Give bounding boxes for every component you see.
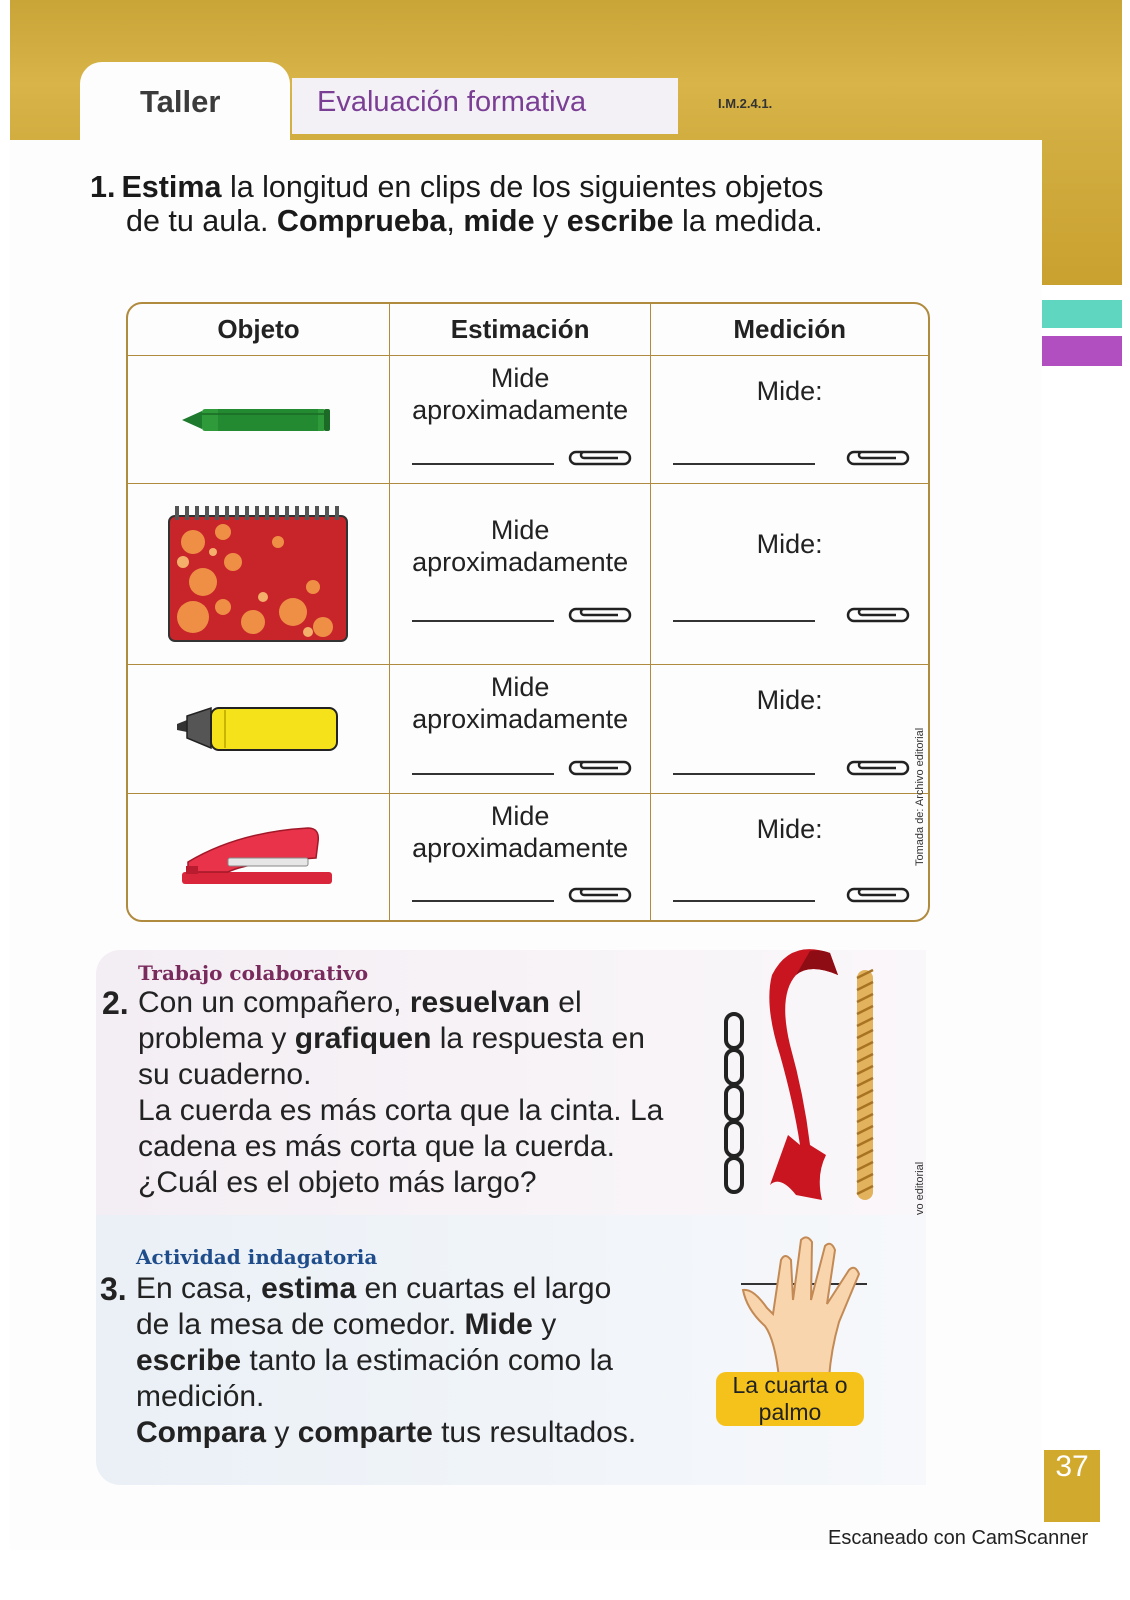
q1-line2-pre: de tu aula.: [126, 204, 277, 238]
q3-text: tus resultados.: [432, 1416, 637, 1449]
measurement-cell: [651, 484, 928, 665]
q3-text: y: [532, 1308, 557, 1341]
page-number: 37: [1044, 1450, 1100, 1522]
measurement-table: [126, 302, 930, 922]
hand-span-icon: [735, 1230, 875, 1380]
tab-evaluacion-label: Evaluación formativa: [317, 86, 587, 118]
notebook-icon: [128, 484, 389, 664]
cuarta-palmo-label: [716, 1372, 864, 1426]
q3-bold-estima: estima: [261, 1272, 357, 1305]
cuarta-caption-line2: palmo: [758, 1399, 822, 1425]
cuarta-caption-line1: La cuarta o: [732, 1372, 848, 1398]
medicion-mide: Mide:: [756, 529, 823, 560]
measurement-cell: [651, 356, 928, 484]
measurement-cell: [651, 794, 928, 920]
measurement-answer-line[interactable]: [673, 900, 815, 902]
tab-taller: [80, 62, 290, 152]
q2-text: la respuesta en: [431, 1022, 645, 1055]
paperclip-icon: [840, 882, 910, 908]
medicion-mide: Mide:: [756, 375, 823, 406]
object-cell: [128, 665, 390, 793]
estimacion-mide: Mide: [490, 800, 550, 831]
estimacion-mide: Mide: [490, 672, 550, 703]
q2-text: su cuaderno.: [138, 1058, 312, 1091]
paperclip-icon: [562, 755, 632, 781]
q1-line1: la longitud en clips de los siguientes objetos: [221, 170, 824, 204]
q2-bold-resuelvan: resuelvan: [409, 986, 550, 1019]
measurement-answer-line[interactable]: [673, 620, 815, 622]
paperclip-icon: [840, 445, 910, 471]
q1-sep: ,: [446, 204, 464, 238]
question-1-number: 1.: [90, 170, 116, 204]
q1-line2-post: la medida.: [673, 204, 823, 238]
medicion-mide: Mide:: [756, 813, 823, 844]
q1-bold-comprueba: Comprueba: [276, 204, 447, 238]
q1-bold-estima: Estima: [121, 170, 222, 204]
tab-taller-label: Taller: [140, 84, 221, 119]
object-cell: [128, 356, 390, 484]
image-credit: Tomada de: Archivo editorial: [914, 727, 926, 866]
q3-bold-comparte: comparte: [297, 1416, 433, 1449]
paperclip-icon: [562, 602, 632, 628]
estimation-cell: [390, 356, 651, 484]
ribbon-icon: [760, 945, 840, 1205]
crayon-icon: [128, 356, 389, 483]
tab-evaluacion: [292, 78, 678, 134]
table-header-row: [128, 304, 928, 356]
estimation-cell: [390, 484, 651, 665]
table-row: [128, 794, 928, 920]
question-2-text: [138, 985, 708, 1201]
q3-text: medición.: [136, 1380, 265, 1413]
q2-bold-grafiquen: grafiquen: [294, 1022, 432, 1055]
table-row: [128, 484, 928, 665]
trabajo-colaborativo-label: Trabajo colaborativo: [138, 961, 369, 985]
question-1: [90, 170, 970, 238]
estimation-answer-line[interactable]: [412, 900, 554, 902]
q3-bold-compara: Compara: [136, 1416, 267, 1449]
stapler-icon: [128, 794, 389, 920]
measurement-answer-line[interactable]: [673, 463, 815, 465]
indicator-code: I.M.2.4.1.: [718, 96, 773, 111]
q3-bold-mide: Mide: [464, 1308, 533, 1341]
question-2-number: 2.: [102, 985, 129, 1021]
estimation-answer-line[interactable]: [412, 620, 554, 622]
q2-text: ¿Cuál es el objeto más largo?: [138, 1166, 537, 1199]
chain-icon: [718, 1010, 750, 1200]
estimacion-aprox: aproximadamente: [412, 394, 629, 425]
header-medicion: Medición: [651, 304, 928, 356]
teal-side-tab: [1042, 300, 1122, 328]
actividad-indagatoria-label: Actividad indagatoria: [136, 1245, 378, 1269]
q3-text: En casa,: [136, 1272, 262, 1305]
header-estimacion: Estimación: [390, 304, 651, 356]
q2-text: La cuerda es más corta que la cinta. La: [138, 1094, 664, 1127]
q3-text: y: [266, 1416, 298, 1449]
estimacion-mide: Mide: [490, 515, 550, 546]
estimation-cell: [390, 665, 651, 793]
q3-text: tanto la estimación como la: [241, 1344, 613, 1377]
medicion-mide: Mide:: [756, 685, 823, 716]
table-row: [128, 665, 928, 793]
q1-bold-mide: mide: [463, 204, 535, 238]
header-objeto: Objeto: [128, 304, 390, 356]
paperclip-icon: [562, 882, 632, 908]
purple-side-tab: [1042, 336, 1122, 366]
object-cell: [128, 794, 390, 920]
estimacion-aprox: aproximadamente: [412, 704, 629, 735]
q1-bold-escribe: escribe: [566, 204, 674, 238]
q2-text: problema y: [138, 1022, 295, 1055]
estimacion-aprox: aproximadamente: [412, 832, 629, 863]
table-row: [128, 356, 928, 484]
q3-text: en cuartas el largo: [356, 1272, 612, 1305]
question-3-text: [136, 1271, 686, 1451]
estimation-cell: [390, 794, 651, 920]
q1-mid: y: [534, 204, 567, 238]
paperclip-icon: [840, 602, 910, 628]
estimacion-aprox: aproximadamente: [412, 547, 629, 578]
object-cell: [128, 484, 390, 665]
paperclip-icon: [840, 755, 910, 781]
measurement-answer-line[interactable]: [673, 773, 815, 775]
estimacion-mide: Mide: [490, 362, 550, 393]
q3-bold-escribe: escribe: [136, 1344, 242, 1377]
highlighter-icon: [128, 665, 389, 792]
scanner-watermark: Escaneado con CamScanner: [828, 1527, 1089, 1549]
q3-text: de la mesa de comedor.: [136, 1308, 465, 1341]
rope-icon: [848, 968, 882, 1202]
right-gold-band: [1042, 130, 1122, 285]
paperclip-icon: [562, 445, 632, 471]
question-3-number: 3.: [100, 1271, 127, 1307]
estimation-answer-line[interactable]: [412, 773, 554, 775]
q2-text: el: [549, 986, 582, 1019]
estimation-answer-line[interactable]: [412, 463, 554, 465]
q2-text: Con un compañero,: [138, 986, 410, 1019]
q2-text: cadena es más corta que la cuerda.: [138, 1130, 615, 1163]
measurement-cell: [651, 665, 928, 793]
